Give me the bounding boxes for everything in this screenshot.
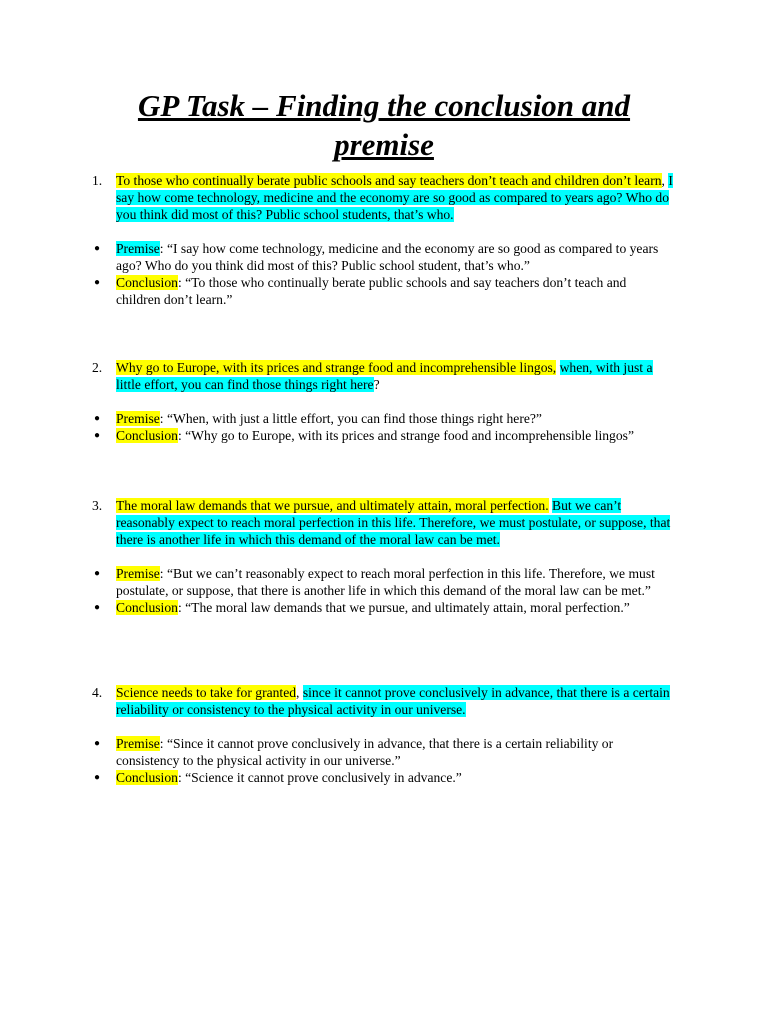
premise-text: : “But we can’t reasonably expect to reach moral perfection in this life. Therefore, we must postulate, or suppose, that there is another life in which this demand of the moral law can be met.” [116, 566, 655, 598]
premise-highlight: But we can’t reasonably expect to reach moral perfection in this life. Therefore, we must postulate, or suppose, that there is another life in which this demand of the moral law can be met. [116, 498, 671, 547]
premise-bullet [92, 240, 674, 274]
conclusion-text: : “Why go to Europe, with its prices and strange food and incomprehensible lingos” [177, 428, 634, 443]
premise-highlight: I say how come technology, medicine and the economy are so good as compared to years ago? Who do you think did most of this? Public school students, that’s who. [116, 173, 673, 222]
argument-item-2 [92, 359, 674, 444]
premise-text: : “Since it cannot prove conclusively in advance, that there is a certain reliability or consistency to the physical activity in our universe.” [116, 736, 614, 768]
bullet-icon: ● [94, 413, 101, 424]
conclusion-bullet [92, 274, 674, 308]
item-number: 3. [92, 498, 103, 513]
argument-text [116, 359, 674, 393]
bullet-icon: ● [94, 430, 101, 441]
conclusion-label: Conclusion [116, 600, 178, 615]
conclusion-highlight: The moral law demands that we pursue, and ultimately attain, moral perfection. [116, 498, 549, 513]
conclusion-highlight: Why go to Europe, with its prices and strange food and incomprehensible lingos, [116, 360, 557, 375]
conclusion-bullet [92, 599, 674, 616]
conclusion-text: : “The moral law demands that we pursue, and ultimately attain, moral perfection.” [177, 600, 630, 615]
analysis-list [92, 565, 674, 616]
item-number: 1. [92, 173, 103, 188]
premise-bullet [92, 565, 674, 599]
separator-text: , [296, 685, 303, 700]
bullet-icon: ● [94, 277, 101, 288]
premise-label: Premise [116, 736, 160, 751]
item-number: 2. [92, 360, 103, 375]
analysis-list [92, 735, 674, 786]
argument-item-3 [92, 497, 674, 616]
premise-bullet [92, 735, 674, 769]
premise-highlight: when, with just a little effort, you can find those things right here [116, 360, 653, 392]
conclusion-label: Conclusion [116, 428, 178, 443]
analysis-list [92, 240, 674, 308]
bullet-icon: ● [94, 738, 101, 749]
conclusion-text: : “Science it cannot prove conclusively in advance.” [177, 770, 462, 785]
premise-label: Premise [116, 241, 160, 256]
premise-label: Premise [116, 411, 160, 426]
premise-label: Premise [116, 566, 160, 581]
tail-text: ? [373, 377, 380, 392]
page-title: GP Task – Finding the conclusion and premise [137, 88, 631, 162]
argument-item-1 [92, 172, 674, 308]
bullet-icon: ● [94, 602, 101, 613]
conclusion-bullet [92, 427, 674, 444]
separator-text: , [661, 173, 669, 188]
bullet-icon: ● [94, 243, 101, 254]
conclusion-label: Conclusion [116, 770, 178, 785]
premise-text: : “I say how come technology, medicine and the economy are so good as compared to years ago? Who do you think did most of this? Public school student, that’s who.” [116, 241, 659, 273]
conclusion-highlight: Science needs to take for granted [116, 685, 297, 700]
premise-highlight: since it cannot prove conclusively in advance, that there is a certain reliability or consistency to the physical activity in our universe. [116, 685, 670, 717]
argument-text [116, 497, 674, 548]
conclusion-highlight: To those who continually berate public schools and say teachers don’t teach and children don’t learn [116, 173, 662, 188]
conclusion-bullet [92, 769, 674, 786]
premise-text: : “When, with just a little effort, you can find those things right here?” [159, 411, 542, 426]
argument-text [116, 172, 674, 223]
argument-text [116, 684, 674, 718]
bullet-icon: ● [94, 772, 101, 783]
conclusion-text: : “To those who continually berate public schools and say teachers don’t teach and children don’t learn.” [116, 275, 627, 307]
bullet-icon: ● [94, 568, 101, 579]
conclusion-label: Conclusion [116, 275, 178, 290]
premise-bullet [92, 410, 674, 427]
argument-item-4 [92, 684, 674, 786]
item-number: 4. [92, 685, 103, 700]
analysis-list [92, 410, 674, 444]
